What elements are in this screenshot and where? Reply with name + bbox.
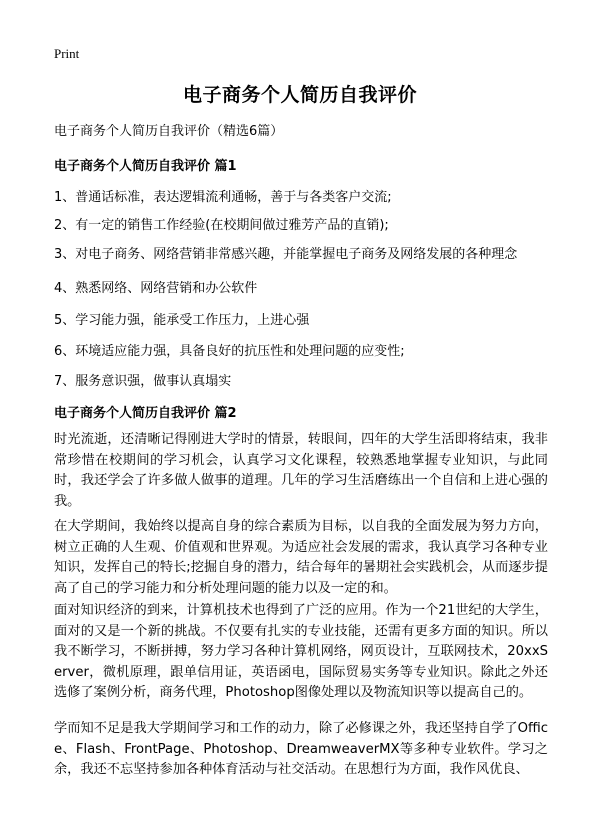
section-2-heading: 电子商务个人简历自我评价 篇2 xyxy=(54,406,237,421)
page-title: 电子商务个人简历自我评价 xyxy=(182,84,417,106)
paragraph: 学而知不足是我大学期间学习和工作的动力，除了必修课之外，我还坚持自学了Office、Flash、FrontPage、Photoshop、DreamweaverMX等多种专业软件。学习之余，我还不忘坚持参加各种体育活动与社交活动。在思想行为方面，我作风优良、 xyxy=(54,721,548,777)
paragraph: 时光流逝，还清晰记得刚进大学时的情景，转眼间，四年的大学生活即将结束，我非常珍惜在校期间的学习机会，认真学习文化课程，较熟悉地掌握专业知识，与此同时，我还学会了许多做人做事的道理。几年的学习生活磨练出一个自信和上进心强的我。 xyxy=(54,432,548,509)
document-subtitle: 电子商务个人简历自我评价（精选6篇） xyxy=(54,124,284,139)
list-item: 4、熟悉网络、网络营销和办公软件 xyxy=(54,281,258,296)
list-item: 3、对电子商务、网络营销非常感兴趣，并能掌握电子商务及网络发展的各种理念 xyxy=(54,247,518,262)
list-item: 1、普通话标准，表达逻辑流利通畅，善于与各类客户交流; xyxy=(54,190,392,205)
print-label[interactable]: Print xyxy=(54,46,80,61)
list-item: 2、有一定的销售工作经验(在校期间做过雅芳产品的直销); xyxy=(54,218,389,233)
paragraph: 在大学期间，我始终以提高自身的综合素质为目标，以自我的全面发展为努力方向，树立正确的人生观、价值观和世界观。为适应社会发展的需求，我认真学习各种专业知识，发挥自己的特长;挖掘自身的潜力，结合每年的暑期社会实践机会，从而逐步提高了自己的学习能力和分析处理问题的能力以及一定的和。 xyxy=(54,519,548,596)
paragraph: 面对知识经济的到来，计算机技术也得到了广泛的应用。作为一个21世纪的大学生，面对的又是一个新的挑战。不仅要有扎实的专业技能，还需有更多方面的知识。所以我不断学习，不断拼搏，努力学习各种计算机网络，网页设计，互联网技术，20xxServer，微机原理，跟单信用证，英语函电，国际贸易实务等专业知识。除此之外还选修了案例分析，商务代理，Photoshop图像处理以及物流知识等以提高自己的。 xyxy=(54,603,548,700)
list-item: 7、服务意识强，做事认真塌实 xyxy=(54,374,232,389)
list-item: 5、学习能力强，能承受工作压力，上进心强 xyxy=(54,313,310,328)
list-item: 6、环境适应能力强，具备良好的抗压性和处理问题的应变性; xyxy=(54,344,405,359)
section-1-heading: 电子商务个人简历自我评价 篇1 xyxy=(54,159,237,174)
